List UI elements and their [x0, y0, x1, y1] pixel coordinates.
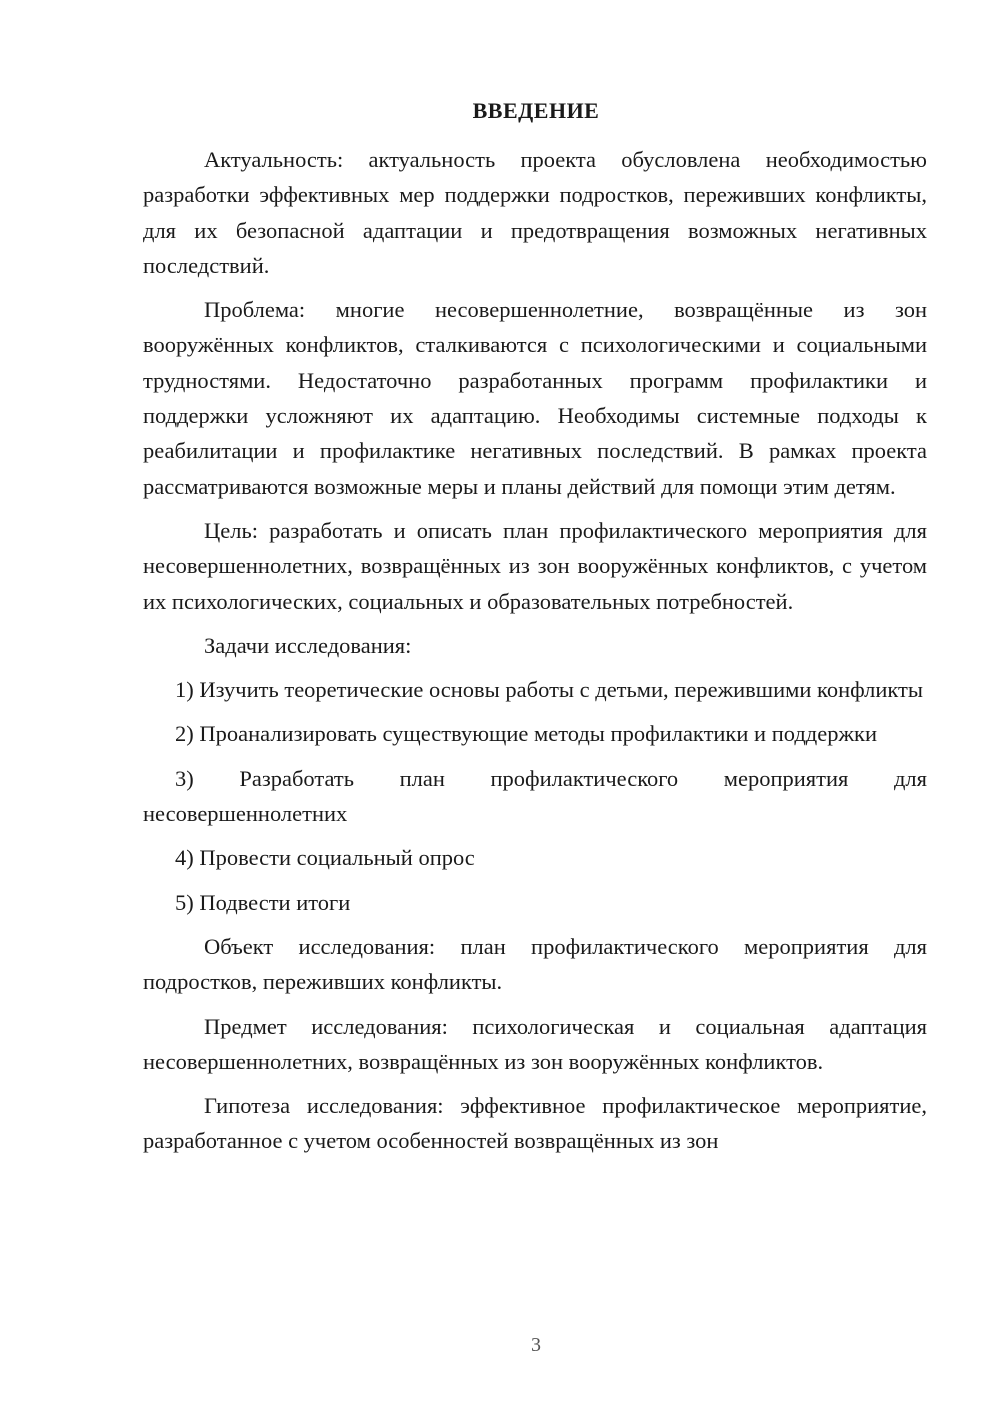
task-item: 1) Изучить теоретические основы работы с детьми, пережившими конфликты: [175, 677, 924, 703]
object-paragraph: Объект исследования: план профилактического мероприятия для подростков, переживших конфликты.: [143, 933, 927, 995]
task-item: 4) Провести социальный опрос: [175, 845, 475, 871]
page-number: 3: [531, 1334, 541, 1356]
subject-paragraph: Предмет исследования: психологическая и социальная адаптация несовершеннолетних, возвращённых из зон вооружённых конфликтов.: [143, 1013, 927, 1074]
hypothesis-paragraph: Гипотеза исследования: эффективное профилактическое мероприятие, разработанное с учетом особенностей возвращённых из зон: [143, 1093, 927, 1154]
task-item: 5) Подвести итоги: [175, 889, 351, 915]
goal-paragraph: Цель: разработать и описать план профилактического мероприятия для несовершеннолетних, возвращённых из зон вооружённых конфликтов, с учетом их психологических, социальных и образовательных потребностей.: [143, 517, 927, 614]
problem-paragraph: Проблема: многие несовершеннолетние, возвращённые из зон вооружённых конфликтов, сталкиваются с психологическими и социальными трудностями. Недостаточно разработанных программ профилактики и поддержки усложняют их адаптацию. Необходимы системные подходы к реабилитации и профилактике негативных последствий. В рамках проекта рассматриваются возможные меры и планы действий для помощи этим детям.: [143, 297, 927, 499]
section-title: ВВЕДЕНИЕ: [472, 98, 600, 123]
task-item: 2) Проанализировать существующие методы профилактики и поддержки: [175, 721, 877, 747]
tasks-heading: Задачи исследования:: [204, 632, 412, 658]
task-item: 3) Разработать план профилактического мероприятия для несовершеннолетних: [143, 765, 927, 827]
document-body: [143, 142, 927, 1168]
relevance-paragraph: Актуальность: актуальность проекта обусловлена необходимостью разработки эффективных мер поддержки подростков, переживших конфликты, для их безопасной адаптации и предотвращения возможных негативных последствий.: [143, 147, 927, 278]
